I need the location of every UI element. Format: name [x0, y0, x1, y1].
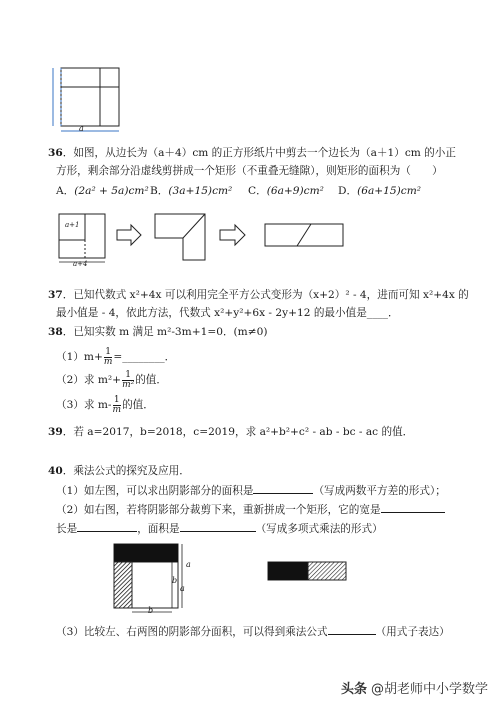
q39-line: 39．若 a=2017，b=2018，c=2019，求 a²+b²+c² ‑ ab ‑ bc ‑ ac 的值． — [48, 426, 414, 438]
label-a-right: a — [180, 584, 185, 593]
q38-number: 38 — [48, 326, 63, 338]
q38-part1: （1）m+ $\frac{1}{m}$ =________． — [56, 346, 176, 367]
square-diagram — [45, 64, 125, 136]
fraction-1-over-m-squared: $\frac{1}{\text{m²}}$ — [122, 369, 135, 390]
q36-line1: 36．如图，从边长为（a＋4）cm 的正方形纸片中剪去一个边长为（a＋1）cm 的小正 — [48, 147, 456, 159]
answer-blank-width[interactable] — [381, 512, 445, 513]
q40-part2: （2）如右图，若将阴影部分裁剪下来，重新拼成一个矩形，它的宽是 — [56, 503, 445, 517]
figure-q40 — [110, 540, 440, 618]
watermark — [341, 678, 488, 697]
label-a-plus-1: a+1 — [65, 221, 80, 229]
label-b-bottom: b — [148, 606, 154, 615]
label-b: b — [172, 576, 178, 585]
answer-blank-1[interactable] — [253, 493, 313, 494]
q40-part2-line2: 长是 ，面积是 （写成多项式乘法的形式） — [56, 523, 383, 535]
figure-q36 — [55, 208, 355, 270]
q36-number: 36 — [48, 147, 63, 159]
answer-blank-formula[interactable] — [328, 634, 376, 635]
watermark-text: @胡老师中小学数学 — [370, 682, 488, 697]
q40-title: 40．乘法公式的探究及应用． — [48, 465, 190, 477]
q36-option-a: A．(2a² + 5a)cm² — [56, 185, 149, 197]
q38-stem: 38．已知实数 m 满足 m²‑3m+1=0．(m≠0) — [48, 326, 268, 338]
q36-line2: 方形，剩余部分沿虚线剪拼成一个矩形（不重叠无缝隙），则矩形的面积为（ ） — [56, 165, 443, 177]
fraction-1-over-m: $\frac{1}{m}$ — [112, 394, 122, 415]
q37-number: 37 — [48, 289, 63, 301]
answer-blank-area[interactable] — [180, 531, 256, 532]
q40-part3: （3）比较左、右两图的阴影部分面积，可以得到乘法公式 （用式子表达） — [56, 626, 450, 638]
label-a: a — [79, 124, 84, 133]
q37-line2: 最小值是 ‑ 4，依此方法，代数式 x²+y²+6x ‑ 2y+12 的最小值是____． — [56, 307, 399, 319]
q37-line1: 37．已知代数式 x²+4x 可以利用完全平方公式变形为（x+2）² ‑ 4，进而可知 x²+4x 的 — [48, 289, 469, 301]
label-a: a — [186, 560, 191, 569]
q40-part1: （1）如左图，可以求出阴影部分的面积是 （写成两数平方差的形式）； — [56, 485, 446, 497]
q39-number: 39 — [48, 426, 63, 438]
fraction-1-over-m: $\frac{1}{m}$ — [103, 346, 113, 367]
figure-q35 — [45, 64, 125, 136]
q38-part2: （2）求 m²+ $\frac{1}{\text{m²}}$ 的值． — [56, 369, 167, 390]
q36-option-b: B．(3a+15)cm² — [150, 185, 233, 197]
label-a-plus-4: a+4 — [73, 260, 88, 268]
answer-blank-length[interactable] — [77, 531, 137, 532]
q36-option-d: D．(6a+15)cm² — [338, 185, 421, 197]
toutiao-logo: 头条 — [340, 682, 367, 697]
difference-of-squares-diagram — [110, 540, 440, 618]
q40-number: 40 — [48, 465, 63, 477]
cut-and-rearrange-diagram — [55, 208, 355, 270]
q38-part3: （3）求 m‑ $\frac{1}{m}$ 的值． — [56, 394, 154, 415]
q36-option-c: C．(6a+9)cm² — [248, 185, 324, 197]
